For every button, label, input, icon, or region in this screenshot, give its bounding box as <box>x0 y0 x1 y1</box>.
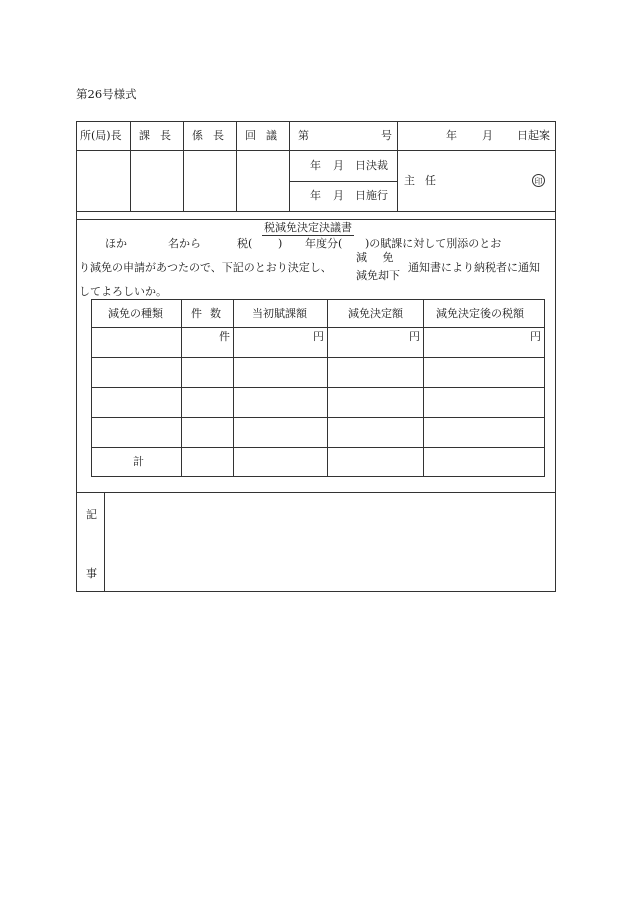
table-row-line-4 <box>92 417 544 418</box>
table-header-type: 減免の種類 <box>108 307 163 320</box>
enforce-month: 月 <box>333 189 344 202</box>
text-line3: してよろしいか。 <box>79 285 167 298</box>
draft-day: 日起案 <box>517 129 550 142</box>
col-divider-2 <box>183 122 184 211</box>
decision-day: 日決裁 <box>355 159 388 172</box>
total-label: 計 <box>133 455 144 468</box>
document-title: 税減免決定決議書 <box>264 221 352 234</box>
enforce-day: 日施行 <box>355 189 388 202</box>
table-header-initial: 当初賦課額 <box>252 307 307 320</box>
unit-reduced-yen: 円 <box>409 330 420 343</box>
text-line1-b: 名から <box>168 237 201 250</box>
table-col-line-1 <box>181 300 182 476</box>
decision-month: 月 <box>333 159 344 172</box>
unit-initial-yen: 円 <box>313 330 324 343</box>
table-row-line-5 <box>92 447 544 448</box>
enforce-year: 年 <box>310 189 321 202</box>
form-number: 第26号様式 <box>76 87 137 101</box>
remarks-label-top: 記 <box>86 508 97 521</box>
doc-number-prefix: 第 <box>298 129 309 142</box>
choice-rejection: 減免却下 <box>356 269 400 282</box>
decision-form <box>76 121 556 592</box>
unit-after-yen: 円 <box>530 330 541 343</box>
draft-month: 月 <box>482 129 493 142</box>
decision-year: 年 <box>310 159 321 172</box>
header-bottom-line <box>77 211 555 212</box>
col-divider-1 <box>130 122 131 211</box>
unit-chief-label: 係長 <box>192 129 234 142</box>
text-line1-c: 税( <box>237 237 253 250</box>
text-line2-b: 通知書により納税者に通知 <box>408 261 540 274</box>
in-charge-label: 主任 <box>404 174 446 187</box>
choice-reduction: 減 免 <box>356 251 400 264</box>
col-divider-4 <box>289 122 290 211</box>
remarks-divider <box>104 492 105 591</box>
section-chief-label: 課長 <box>139 129 181 142</box>
table-col-line-2 <box>233 300 234 476</box>
text-line1-a: ほか <box>105 237 127 250</box>
header-divider <box>77 150 555 151</box>
remarks-top-line <box>77 492 555 493</box>
draft-year: 年 <box>446 129 457 142</box>
col-divider-5 <box>397 122 398 211</box>
reduction-table <box>91 299 545 477</box>
table-row-line-2 <box>92 357 544 358</box>
table-header-reduced: 減免決定額 <box>348 307 403 320</box>
text-line2-a: り減免の申請があつたので、下記のとおり決定し、 <box>79 261 332 274</box>
table-header-count: 件数 <box>191 307 229 320</box>
director-label: 所(局)長 <box>80 129 122 142</box>
table-row-line-1 <box>92 327 544 328</box>
text-line1-e: 年度分( <box>305 237 343 250</box>
header-double-line <box>77 219 555 220</box>
table-row-line-3 <box>92 387 544 388</box>
table-header-after: 減免決定後の税額 <box>436 307 524 320</box>
seal-mark-icon: 印 <box>532 174 545 187</box>
unit-count: 件 <box>219 330 230 343</box>
circulation-label: 回議 <box>245 129 287 142</box>
doc-number-suffix: 号 <box>381 129 392 142</box>
table-col-line-4 <box>423 300 424 476</box>
remarks-label-bottom: 事 <box>86 567 97 580</box>
col-divider-3 <box>236 122 237 211</box>
decision-enforce-divider <box>289 181 397 182</box>
table-col-line-3 <box>327 300 328 476</box>
text-line1-f: )の賦課に対して別添のとお <box>365 237 502 250</box>
text-line1-d: ) <box>278 237 283 250</box>
